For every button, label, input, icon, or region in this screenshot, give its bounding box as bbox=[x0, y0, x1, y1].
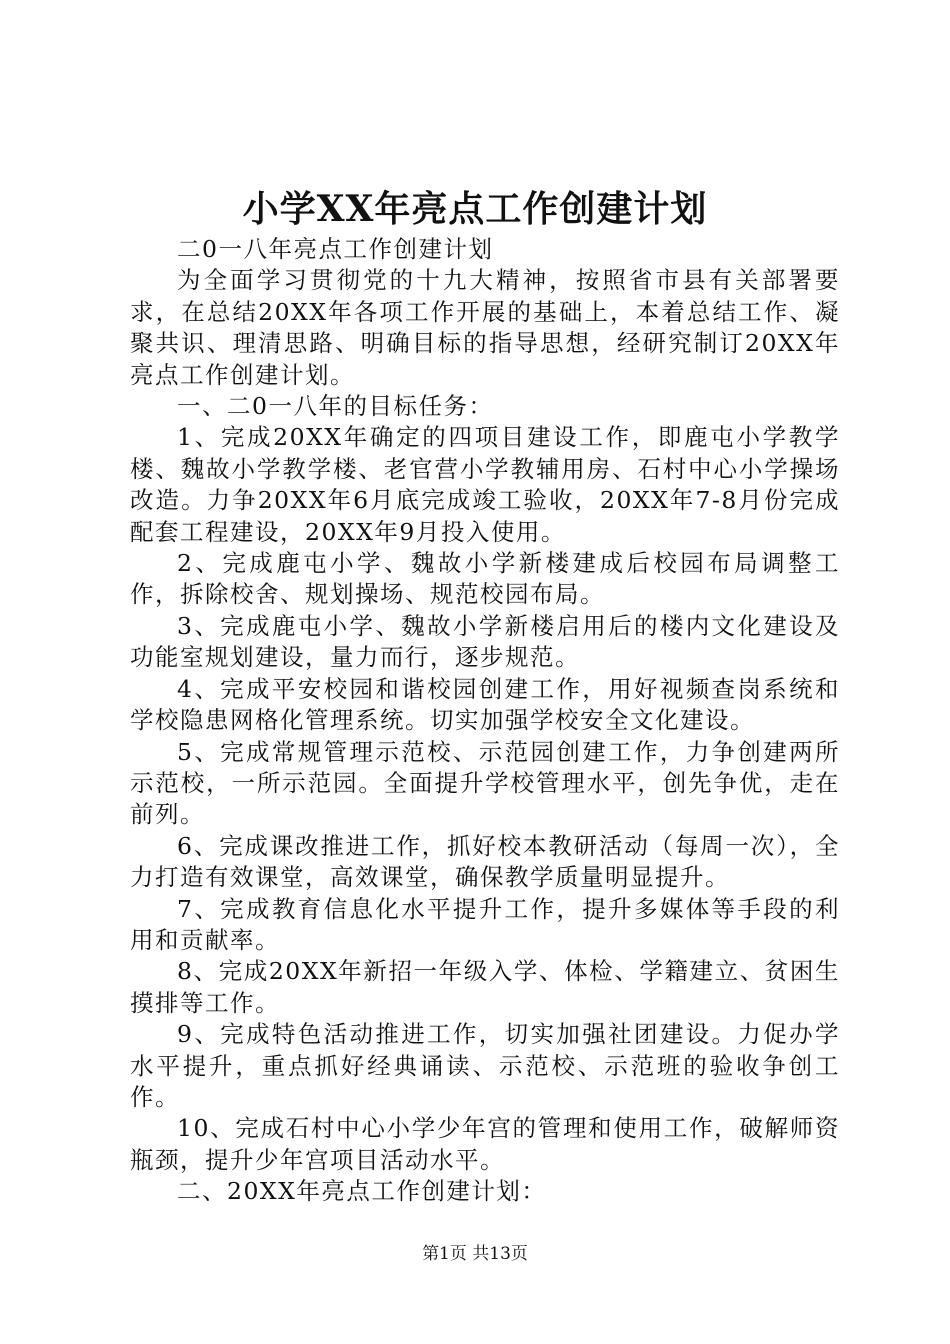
document-body bbox=[130, 234, 840, 1208]
document-title: 小学XX年亮点工作创建计划 bbox=[242, 188, 708, 230]
list-item-8: 8、完成20XX年新招一年级入学、体检、学籍建立、贫困生摸排等工作。 bbox=[130, 957, 840, 1017]
list-item-9: 9、完成特色活动推进工作，切实加强社团建设。力促办学水平提升，重点抓好经典诵读、示范校、示范班的验收争创工作。 bbox=[130, 1020, 840, 1111]
page-footer: 第1页 共13页 bbox=[422, 1244, 528, 1264]
list-item-10: 10、完成石村中心小学少年宫的管理和使用工作，破解师资瓶颈，提升少年宫项目活动水平。 bbox=[130, 1114, 840, 1174]
paragraph-subtitle: 二0一八年亮点工作创建计划 bbox=[177, 235, 494, 263]
list-item-4: 4、完成平安校园和谐校园创建工作，用好视频查岗系统和学校隐患网格化管理系统。切实加强学校安全文化建设。 bbox=[130, 674, 840, 735]
list-item-2: 2、完成鹿屯小学、魏故小学新楼建成后校园布局调整工作，拆除校舍、规划操场、规范校园布局。 bbox=[130, 549, 840, 609]
section-heading-goals: 一、二0一八年的目标任务： bbox=[177, 392, 494, 421]
list-item-1: 1、完成20XX年确定的四项目建设工作，即鹿屯小学教学楼、魏故小学教学楼、老官营小学教辅用房、石村中心小学操场改造。力争20XX年6月底完成竣工验收，20XX年7-8月份完成配套工程建设，20XX年9月投入使用。 bbox=[130, 423, 840, 546]
list-item-3: 3、完成鹿屯小学、魏故小学新楼启用后的楼内文化建设及功能室规划建设，量力而行，逐步规范。 bbox=[130, 611, 840, 672]
list-item-6: 6、完成课改推进工作，抓好校本教研活动（每周一次），全力打造有效课堂，高效课堂，确保教学质量明显提升。 bbox=[130, 831, 840, 892]
list-item-5: 5、完成常规管理示范校、示范园创建工作，力争创建两所示范校，一所示范园。全面提升学校管理水平，创先争优，走在前列。 bbox=[130, 737, 840, 829]
paragraph-intro: 为全面学习贯彻党的十九大精神，按照省市县有关部署要求，在总结20XX年各项工作开展的基础上，本着总结工作、凝聚共识、理清思路、明确目标的指导思想，经研究制订20XX年亮点工作创建计划。 bbox=[130, 266, 840, 389]
section-heading-plan: 二、20XX年亮点工作创建计划： bbox=[177, 1177, 547, 1206]
list-item-7: 7、完成教育信息化水平提升工作，提升多媒体等手段的利用和贡献率。 bbox=[130, 894, 840, 954]
